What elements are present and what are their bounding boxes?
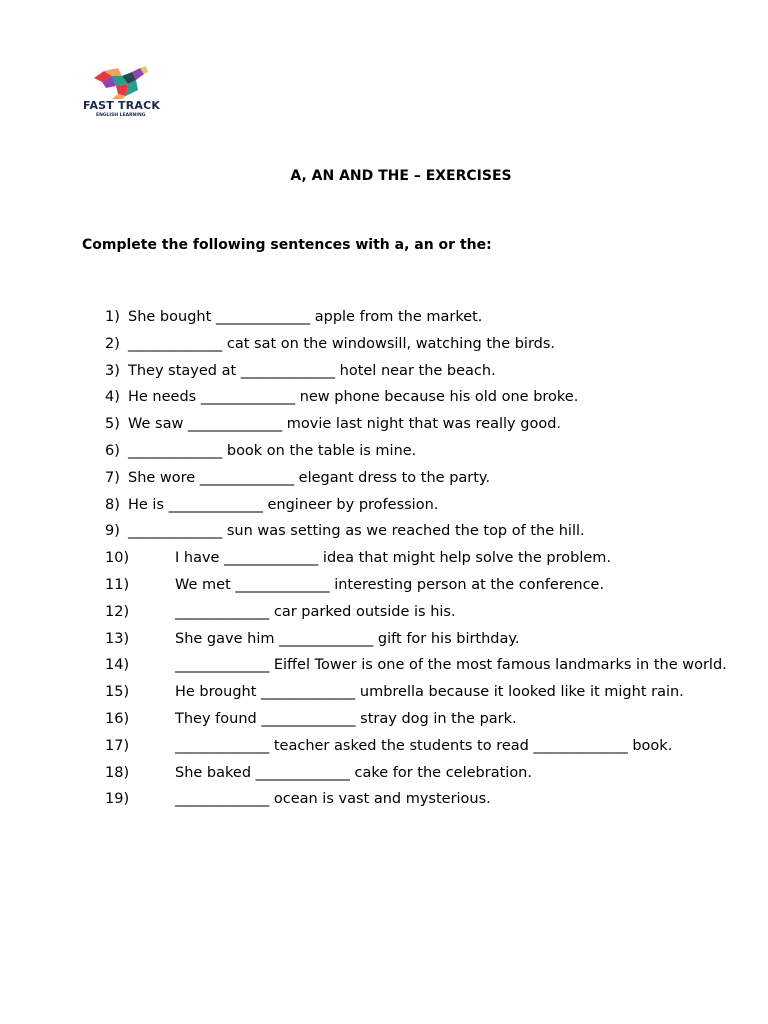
exercise-number: 4) [105,389,120,406]
exercise-number: 17) [105,737,130,754]
exercise-item [0,545,768,572]
exercise-item [0,384,768,411]
page-title: A, AN AND THE – EXERCISES [290,168,512,184]
exercise-item [0,331,768,358]
exercise-item [0,599,768,626]
exercise-number: 19) [105,791,130,808]
exercise-sentence: She wore _____________ elegant dress to the party. [128,469,491,486]
fast-track-logo [80,66,180,126]
exercise-item [0,679,768,706]
exercise-sentence: He needs _____________ new phone because his old one broke. [128,389,579,406]
exercise-item [0,438,768,465]
exercise-sentence: She bought _____________ apple from the market. [128,309,483,325]
exercise-number: 3) [105,362,120,379]
exercise-sentence: _____________ cat sat on the windowsill, watching the birds. [128,335,556,352]
exercise-item [0,518,768,545]
exercise-number: 7) [105,469,120,486]
exercise-number: 8) [105,496,120,513]
exercise-number: 12) [105,603,130,620]
exercise-item [0,358,768,385]
logo-name: FAST TRACK [83,99,161,112]
exercise-item [0,626,768,653]
exercise-sentence: She baked _____________ cake for the celebration. [175,764,532,781]
exercise-number: 6) [105,442,120,459]
exercise-item [0,786,768,813]
exercise-sentence: _____________ car parked outside is his. [175,603,456,620]
exercise-sentence: She gave him _____________ gift for his birthday. [175,630,520,647]
exercise-number: 2) [105,335,120,352]
exercise-sentence: We saw _____________ movie last night that was really good. [128,416,562,433]
exercise-item [0,760,768,787]
exercise-number: 16) [105,710,130,727]
exercise-number: 1) [105,309,120,325]
exercise-number: 5) [105,416,120,433]
exercise-sentence: I have _____________ idea that might help solve the problem. [175,550,612,567]
exercise-number: 18) [105,764,130,781]
exercise-item [0,465,768,492]
exercise-sentence: _____________ teacher asked the students to read _____________ book. [175,737,673,754]
exercise-sentence: They found _____________ stray dog in the park. [175,710,517,727]
exercise-number: 11) [105,576,130,593]
exercise-sentence: _____________ ocean is vast and mysterious. [175,791,491,808]
exercise-sentence: _____________ book on the table is mine. [128,442,417,459]
exercise-number: 10) [105,550,130,567]
exercise-sentence: He brought _____________ umbrella because it looked like it might rain. [175,684,684,701]
exercise-sentence: He is _____________ engineer by profession. [128,496,439,513]
exercise-item [0,572,768,599]
exercise-sentence: We met _____________ interesting person at the conference. [175,576,605,593]
kangaroo-logo-icon [88,66,158,100]
exercise-sentence: _____________ sun was setting as we reached the top of the hill. [128,523,585,540]
exercise-item [0,411,768,438]
exercise-sentence: They stayed at _____________ hotel near the beach. [128,362,496,379]
exercise-number: 15) [105,684,130,701]
exercise-sentence: _____________ Eiffel Tower is one of the most famous landmarks in the world. [175,657,727,674]
exercise-item [0,706,768,733]
exercise-item [0,304,768,331]
exercise-item [0,492,768,519]
instruction: Complete the following sentences with a, an or the: [82,237,492,253]
logo-tagline: ENGLISH LEARNING [96,113,146,118]
exercise-item [0,733,768,760]
exercise-list [0,304,768,813]
exercise-number: 14) [105,657,130,674]
exercise-number: 9) [105,523,120,540]
exercise-item [0,652,768,679]
exercise-number: 13) [105,630,130,647]
